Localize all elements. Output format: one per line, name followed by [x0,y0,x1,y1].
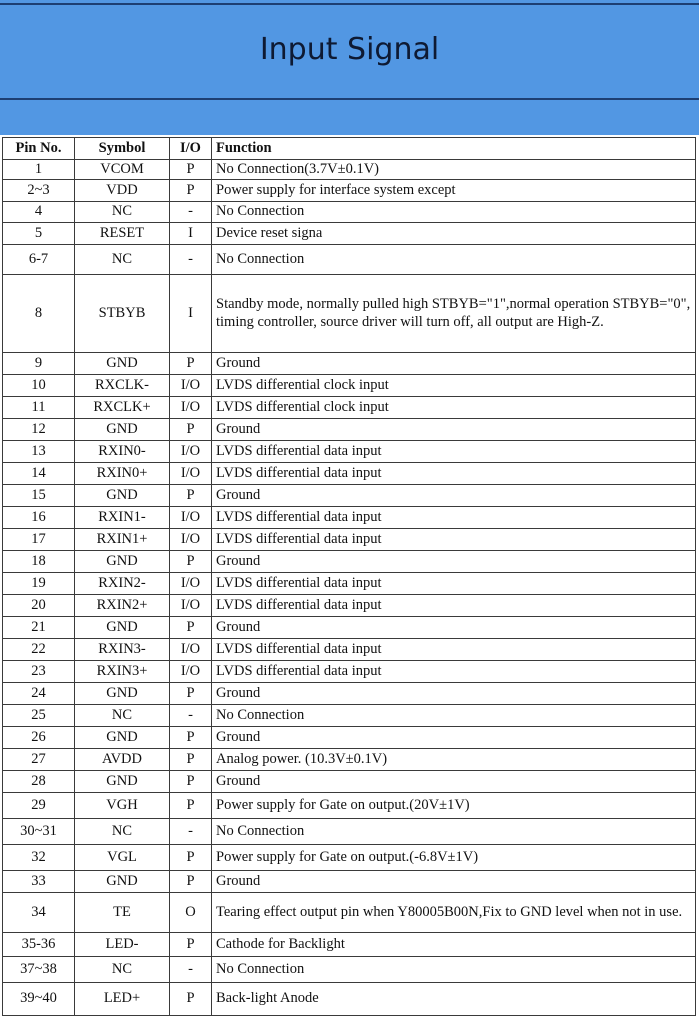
pin-cell: 19 [3,573,75,595]
io-cell: - [170,245,212,275]
io-cell: I/O [170,397,212,419]
pin-cell: 15 [3,485,75,507]
pin-cell: 34 [3,893,75,933]
symbol-cell: VGH [75,793,170,819]
function-cell: Ground [212,871,696,893]
pin-table [2,137,696,1016]
symbol-cell: RXIN0- [75,441,170,463]
header-io: I/O [170,138,212,160]
table-row [3,573,696,595]
function-cell: Power supply for interface system except [212,180,696,202]
pin-cell: 29 [3,793,75,819]
table-row [3,749,696,771]
pin-cell: 17 [3,529,75,551]
symbol-cell: GND [75,617,170,639]
pin-cell: 25 [3,705,75,727]
pin-cell: 37~38 [3,957,75,983]
symbol-cell: TE [75,893,170,933]
table-row [3,793,696,819]
pin-cell: 10 [3,375,75,397]
pin-cell: 16 [3,507,75,529]
pin-cell: 32 [3,845,75,871]
pin-cell: 4 [3,202,75,223]
table-row [3,463,696,485]
symbol-cell: RXIN1+ [75,529,170,551]
symbol-cell: VCOM [75,160,170,180]
table-row [3,933,696,957]
function-cell: No Connection [212,819,696,845]
function-cell: LVDS differential data input [212,595,696,617]
symbol-cell: LED+ [75,983,170,1016]
table-row [3,223,696,245]
pin-cell: 12 [3,419,75,441]
function-cell: No Connection [212,245,696,275]
function-cell: Cathode for Backlight [212,933,696,957]
function-cell: LVDS differential data input [212,573,696,595]
function-cell: No Connection [212,202,696,223]
pin-cell: 33 [3,871,75,893]
io-cell: P [170,617,212,639]
function-cell: Device reset signa [212,223,696,245]
symbol-cell: RXIN0+ [75,463,170,485]
symbol-cell: GND [75,683,170,705]
table-row [3,397,696,419]
table-row [3,551,696,573]
io-cell: - [170,705,212,727]
symbol-cell: RXIN3+ [75,661,170,683]
io-cell: I/O [170,573,212,595]
function-cell: Power supply for Gate on output.(-6.8V±1V) [212,845,696,871]
banner-rule-bottom [0,98,699,100]
table-row [3,375,696,397]
symbol-cell: GND [75,871,170,893]
pin-cell: 13 [3,441,75,463]
symbol-cell: STBYB [75,275,170,353]
io-cell: P [170,983,212,1016]
io-cell: P [170,683,212,705]
pin-cell: 9 [3,353,75,375]
table-row [3,485,696,507]
io-cell: I/O [170,375,212,397]
function-cell: Back-light Anode [212,983,696,1016]
symbol-cell: GND [75,727,170,749]
table-row [3,160,696,180]
function-cell: Ground [212,419,696,441]
table-row [3,353,696,375]
function-cell: LVDS differential clock input [212,397,696,419]
function-cell: No Connection [212,957,696,983]
function-cell: LVDS differential data input [212,507,696,529]
function-cell: LVDS differential data input [212,639,696,661]
banner-rule-top [0,3,699,5]
function-cell: LVDS differential data input [212,529,696,551]
symbol-cell: NC [75,245,170,275]
table-row [3,441,696,463]
io-cell: I/O [170,595,212,617]
io-cell: P [170,793,212,819]
table-row [3,893,696,933]
io-cell: P [170,727,212,749]
table-row [3,529,696,551]
table-row [3,617,696,639]
symbol-cell: RXIN3- [75,639,170,661]
pin-cell: 1 [3,160,75,180]
pin-cell: 26 [3,727,75,749]
pin-cell: 14 [3,463,75,485]
pin-cell: 18 [3,551,75,573]
pin-cell: 24 [3,683,75,705]
io-cell: P [170,871,212,893]
function-cell: Tearing effect output pin when Y80005B00N,Fix to GND level when not in use. [212,893,696,933]
function-cell: LVDS differential data input [212,441,696,463]
symbol-cell: GND [75,353,170,375]
function-cell: Ground [212,551,696,573]
function-cell: LVDS differential clock input [212,375,696,397]
pin-cell: 35-36 [3,933,75,957]
io-cell: P [170,485,212,507]
table-row [3,245,696,275]
function-cell: No Connection [212,705,696,727]
table-row [3,180,696,202]
table-row [3,727,696,749]
symbol-cell: RXIN2- [75,573,170,595]
symbol-cell: NC [75,957,170,983]
pin-cell: 5 [3,223,75,245]
function-cell: Ground [212,683,696,705]
function-cell: Ground [212,353,696,375]
io-cell: - [170,957,212,983]
io-cell: I/O [170,463,212,485]
table-row [3,845,696,871]
symbol-cell: GND [75,419,170,441]
io-cell: I/O [170,441,212,463]
function-cell: Ground [212,771,696,793]
symbol-cell: AVDD [75,749,170,771]
table-header-row [3,138,696,160]
io-cell: P [170,845,212,871]
symbol-cell: VGL [75,845,170,871]
pin-cell: 30~31 [3,819,75,845]
table-body [3,160,696,1016]
table-row [3,507,696,529]
table-row [3,683,696,705]
table-row [3,661,696,683]
table-row [3,871,696,893]
pin-cell: 20 [3,595,75,617]
io-cell: I/O [170,661,212,683]
symbol-cell: NC [75,202,170,223]
symbol-cell: GND [75,551,170,573]
banner [0,0,699,135]
io-cell: P [170,933,212,957]
pin-cell: 39~40 [3,983,75,1016]
io-cell: I [170,223,212,245]
table-row [3,595,696,617]
symbol-cell: NC [75,705,170,727]
io-cell: P [170,771,212,793]
symbol-cell: RESET [75,223,170,245]
function-cell: No Connection(3.7V±0.1V) [212,160,696,180]
pin-cell: 8 [3,275,75,353]
pin-cell: 11 [3,397,75,419]
symbol-cell: GND [75,485,170,507]
header-function: Function [212,138,696,160]
symbol-cell: RXCLK+ [75,397,170,419]
symbol-cell: RXIN1- [75,507,170,529]
io-cell: P [170,551,212,573]
io-cell: I [170,275,212,353]
table-row [3,819,696,845]
io-cell: I/O [170,639,212,661]
table-row [3,275,696,353]
io-cell: I/O [170,507,212,529]
table-row [3,639,696,661]
symbol-cell: GND [75,771,170,793]
pin-cell: 6-7 [3,245,75,275]
pin-cell: 27 [3,749,75,771]
function-cell: Ground [212,617,696,639]
pin-cell: 23 [3,661,75,683]
symbol-cell: NC [75,819,170,845]
function-cell: Analog power. (10.3V±0.1V) [212,749,696,771]
table-row [3,419,696,441]
symbol-cell: LED- [75,933,170,957]
pin-cell: 21 [3,617,75,639]
io-cell: P [170,180,212,202]
header-symbol: Symbol [75,138,170,160]
header-pin: Pin No. [3,138,75,160]
function-cell: LVDS differential data input [212,463,696,485]
io-cell: - [170,202,212,223]
io-cell: - [170,819,212,845]
function-cell: Ground [212,485,696,507]
pin-cell: 22 [3,639,75,661]
symbol-cell: RXIN2+ [75,595,170,617]
page-title: Input Signal [259,32,440,67]
io-cell: P [170,749,212,771]
pin-cell: 2~3 [3,180,75,202]
io-cell: O [170,893,212,933]
io-cell: I/O [170,529,212,551]
function-cell: Ground [212,727,696,749]
symbol-cell: VDD [75,180,170,202]
table-row [3,983,696,1016]
function-cell: LVDS differential data input [212,661,696,683]
function-cell: Power supply for Gate on output.(20V±1V) [212,793,696,819]
pin-cell: 28 [3,771,75,793]
table-row [3,202,696,223]
io-cell: P [170,160,212,180]
table-row [3,705,696,727]
table-row [3,957,696,983]
io-cell: P [170,353,212,375]
symbol-cell: RXCLK- [75,375,170,397]
io-cell: P [170,419,212,441]
table-row [3,771,696,793]
function-cell: Standby mode, normally pulled high STBYB="1",normal operation STBYB="0", timing controller, source driver will turn off, all output are High-Z. [212,275,696,353]
